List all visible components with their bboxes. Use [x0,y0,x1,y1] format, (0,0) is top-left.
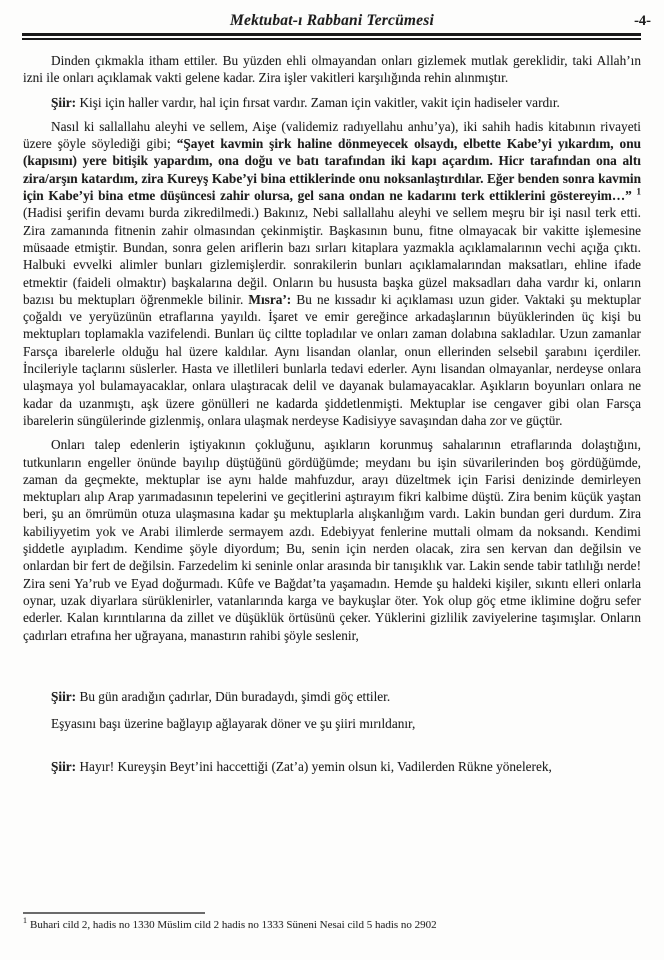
header-rule [22,33,641,40]
bold-run: Mısra’: [248,291,292,307]
text-run: Kişi için haller vardır, hal için fırsat vardır. Zaman için vakitler, vakit için hadiseler vardır. [76,94,560,110]
footnote-area [23,912,641,932]
paragraph [23,436,641,644]
text-run: Hayır! Kureyşin Beyt’ini haccettiği (Zat’a) yemin olsun ki, Vadilerden Rükne yönelerek, [76,759,552,775]
bold-run: “Şayet kavmin şirk haline dönmeyecek olsaydı, elbette Kabe’yi yıkardım, onu (kapısını) yere bitişik yapardım, ona doğu ve batı tarafından iki kapı açardım. Hicr tarafından ona altı zira/arşın katardım, zira Kureyş Kabe’yi bina ettiklerinde onu noksanlaştırdılar. Eğer benden sonra kavmin için Kabe’yi bina etme düşüncesi zahir olursa, gel sana ondan ne kadarını terk ettiklerini göstereyim…” [23,136,641,204]
verse-paragraph [23,758,641,775]
footnote-rule [23,912,205,914]
text-run: (Hadisi şerifin devamı burda zikredilmedi.) Bakınız, Nebi sallallahu aleyhi ve sellem meşru bir işi nasıl terk etti. Zira zamanında fitnenin zahir olmasından çekinmiştir. Başkasının bunu, fitne olmayacak bir vakitte işlemesine müsaade etmiştir. Bundan, sonra gelen ariflerin bazı sırları kitaplara yazmakla açıklamalarının vechi açığa çıktı. Halbuki evvelki alimler bunları gizlemişlerdir. sonrakilerin bunları açıklamalarından maksatları, ehline ifade etmektir (faideli olmaktır) başkalarına değil. Onların bu hususta başka güzel maksadları daha vardır ki, onların bazısı bu mektupları öğrenmekle bilinir. [23,205,641,307]
bold-run: Şiir: [51,759,77,775]
text-run: Onları talep edenlerin iştiyakının çokluğunu, aşıkların korunmuş sahalarının etraflarında dolaştığını, tutkunların engeller önünde bayılıp düştüğünü gördüğümde; meydanı bu işin süvarilerinden boş gördüğümde, zaman da geçmekte, mektuplar ise aynı halde mahfuzdur, arayı düzeltmek için Farisi denizinde demirleyen mektupları alıp Arap yarımadasının tepelerini ve geçitlerini aştırayım fikri kalbime düştü. Zira benim küçük yaştan beri, şu an ömrümün otuza ulaşmasına kadar şu mektuplarla alışkanlığım vardı. Lakin bundan geri durdum. Zira kabiliyyetim yok ve Arabi ilimlerde sermayem azdı. Edebiyyat fenlerine muttali olmam da noksandı. Kendimi şiddetle ayıpladım. Kendime şöyle diyordum; Bu, senin için nerden olacak, zira sen kervan dan değilsin ve onlardan bir fert de değilsin. Farzedelim ki seninle onlar arasında bir tanışıklık var. Lakin sende tabir tatlılığı nerde! Zira seni Ya’rub ve Eyad doğurmadı. Kûfe ve Bağdat’ta yaşamadın. Hemde şu haldeki kişiler, sıkıntı elleri onlarla oynar, uzak diyarlara sürüklenirler, vatanlarında karga ve baykuşlar öter. Yok olup göç etme iklimine doğru sefer ederler. Kalan kırıntılarına da zillet ve düşüklük örtüsünü çeker. Yüklerini gizlilik zaviyelerine taşımışlar. Onların çadırları etrafına her uğrayana, manastırın rahibi şöyle seslenir, [23,437,641,643]
verse-paragraph [23,94,641,111]
footnote-marker: 1 [23,916,27,926]
page-title: Mektubat-ı Rabbani Tercümesi [230,12,434,29]
text-run: Bu ne kıssadır ki açıklaması uzun gider. Vaktaki şu mektuplar çoğaldı ve yeryüzünün etraflarına yayıldı. İşaret ve emir gereğince arkadaşlarının büyüklerinden üç kişi bu mektupları toplamakla vazifelendi. Bunları üç ciltte topladılar ve onları zaman dolabına sakladılar. Uzun zamanlar Farsça ibarelerle olduğu hal üzere kaldılar. Aynı lisandan olanlar, onun ellerinden selsebil şarabını içerdiler. İncileriyle taçlarını süslerler. Hasta ve illetlileri bunlarla tedavi ederler. Aynı lisandan olmayanlar, nerdeyse onlara ulaşmaya yol bulamayacaklar, onlara ulaştıracak delil ve dayanak bulamayacaklar. Aşıkların boyunları onlara ne kadar da uzanmıştı, aşk üzere gönülleri ne kadarda şiddetlenmişti. Mektuplar ise cengaver gibi olan Farsça ibarelerin süngülerinde gizlenmiş, onlara ulaşmak nerdeyse Kadisiyye savaşından daha zor ve güçtür. [23,291,641,428]
page-number: -4- [634,13,651,29]
text-run: Nasıl ki sallallahu aleyhi ve sellem, Aişe (validemiz radıyellahu anhu’ya), iki sahih hadis kitabının rivayeti üzere şöyle söylediği gibi; [23,118,641,152]
document-body [23,52,641,783]
text-run: Bu gün aradığın çadırlar, Dün buradaydı, şimdi göç ettiler. [76,688,391,704]
footnote [23,918,641,932]
footnote-ref: 1 [636,186,642,197]
footnote-text: Buhari cild 2, hadis no 1330 Müslim cild 2 hadis no 1333 Süneni Nesai cild 5 hadis no 2902 [30,919,437,931]
verse-paragraph [23,715,641,732]
bold-run: Şiir: [51,688,77,704]
text-run: Eşyasını başı üzerine bağlayıp ağlayarak döner ve şu şiiri mırıldanır, [51,716,416,732]
paragraph [23,52,641,87]
bold-run: Şiir: [51,94,77,110]
verse-paragraph [23,688,641,705]
paragraph [23,118,641,429]
text-run: Dinden çıkmakla itham ettiler. Bu yüzden ehli olmayandan onları gizlemek mutlak gereklidir, taki Allah’ın izni ile onları açıklamak vakti gelene kadar. Zira işler vakitleri karşılığında rehin alınmıştır. [23,53,641,86]
